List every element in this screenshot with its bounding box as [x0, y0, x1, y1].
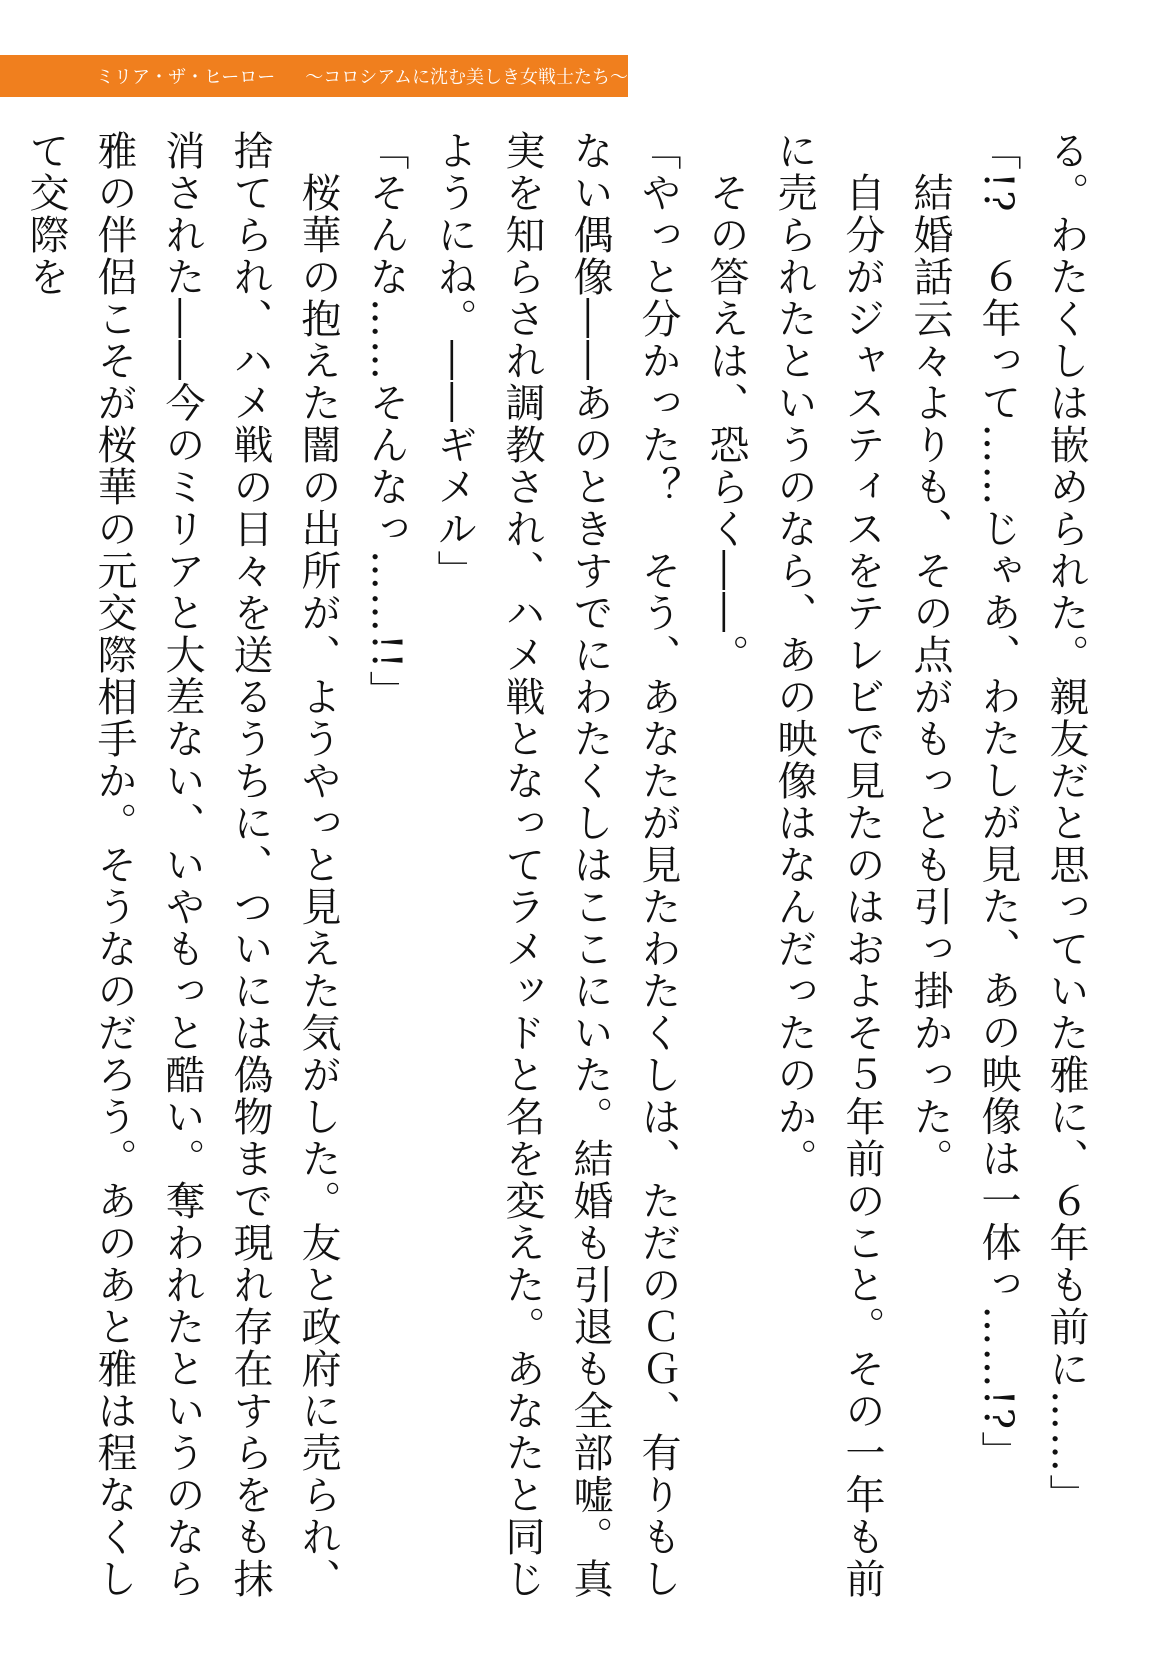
- book-subtitle: 〜コロシアムに沈む美しき女戦士たち〜: [305, 67, 629, 88]
- paragraph-7: 「そんな……そんなっ……!!」: [363, 130, 409, 713]
- paragraph-8: 桜華の抱えた闇の出所が、ようやっと見えた気がした。友と政府に売られ、捨てられ、ハメ戦の日々を送るうちに、ついには偽物まで現れ存在すらをも抹消された――今のミリアと大差ない、いやもっと酷い。奪われたというのなら雅の伴侶こそが桜華の元交際相手か。そうなのだろう。あのあと雅は程なくして交際を: [23, 130, 341, 1600]
- paragraph-1: る。わたくしは嵌められた。親友だと思っていた雅に、６年も前に……」: [1043, 130, 1089, 1516]
- paragraph-4: 自分がジャスティスをテレビで見たのはおよそ５年前のこと。その一年も前に売られたというのなら、あの映像はなんだったのか。: [771, 130, 885, 1600]
- book-title: ミリア・ザ・ヒーロー: [96, 67, 276, 88]
- paragraph-2: 「!? ６年って……じゃあ、わたしが見た、あの映像は一体っ……!?」: [975, 130, 1021, 1474]
- paragraph-3: 結婚話云々よりも、その点がもっとも引っ掛かった。: [907, 130, 953, 1180]
- paragraph-5: その答えは、恐らく――。: [703, 130, 749, 676]
- paragraph-6: 「やっと分かった？ そう、あなたが見たわたくしは、ただのＣＧ、有りもしない偶像――あのときすでにわたくしはここにいた。結婚も引退も全部嘘。真実を知らされ調教され、ハメ戦となってラメッドと名を変えた。あなたと同じようにね。――ギメル」: [431, 130, 681, 1600]
- running-header: [0, 55, 628, 97]
- vertical-body-text: [12, 130, 1100, 1630]
